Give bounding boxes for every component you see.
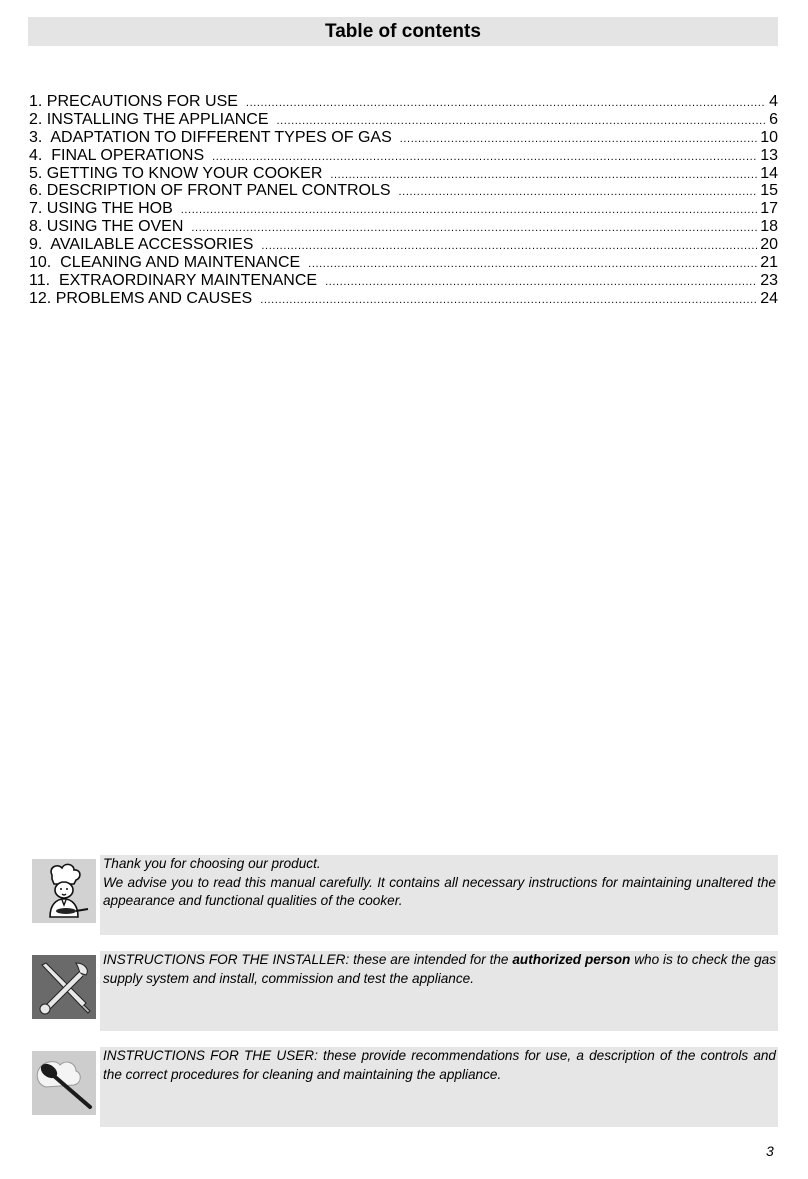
page-title: Table of contents <box>325 20 481 42</box>
toc-page-number: 20 <box>760 236 778 254</box>
dot-leader <box>399 184 758 200</box>
toc-entry-title: 8. USING THE OVEN <box>29 218 184 236</box>
toc-page-number: 24 <box>760 289 778 307</box>
toc-entry-title: 5. GETTING TO KNOW YOUR COOKER <box>29 164 323 182</box>
toc-entry-title: 11. EXTRAORDINARY MAINTENANCE <box>29 271 318 289</box>
user-text <box>100 1047 778 1127</box>
dot-leader <box>400 131 757 147</box>
installer-text <box>100 951 778 1031</box>
toc-entry[interactable] <box>29 147 778 165</box>
toc-entry[interactable] <box>29 200 778 218</box>
toc-entry-title: 6. DESCRIPTION OF FRONT PANEL CONTROLS <box>29 182 391 200</box>
toc-entry-title: 10. CLEANING AND MAINTENANCE <box>29 254 301 272</box>
toc-entry[interactable] <box>29 290 778 308</box>
tools-icon <box>32 955 96 1019</box>
toc-entry-title: 4. FINAL OPERATIONS <box>29 146 205 164</box>
spoon-icon <box>32 1051 96 1115</box>
chef-icon-graphic <box>32 859 96 923</box>
dot-leader <box>308 256 757 272</box>
chef-icon <box>32 859 96 923</box>
toc-page-number: 10 <box>760 128 778 146</box>
installer-text-end: who is to check the gas supply system and install, commission and test the appliance. <box>103 952 777 986</box>
toc-page-number: 6 <box>769 110 778 128</box>
toc-entry[interactable] <box>29 129 778 147</box>
thanks-line-1: Thank you for choosing our product. <box>103 856 321 871</box>
thanks-note <box>30 855 778 935</box>
toc-entry-title: 12. PROBLEMS AND CAUSES <box>29 289 253 307</box>
installer-paragraph <box>103 951 776 988</box>
dot-leader <box>261 238 757 254</box>
toc-entry[interactable] <box>29 93 778 111</box>
page-number: 3 <box>766 1143 774 1159</box>
toc-entry[interactable] <box>29 254 778 272</box>
thanks-text <box>100 855 778 935</box>
toc-entry[interactable] <box>29 218 778 236</box>
dot-leader <box>181 202 757 218</box>
toc-page-number: 23 <box>760 271 778 289</box>
toc-entry-title: 1. PRECAUTIONS FOR USE <box>29 93 238 110</box>
toc-page-number: 15 <box>760 182 778 200</box>
toc-entry-title: 7. USING THE HOB <box>29 200 173 218</box>
toc-page-number: 4 <box>769 93 778 110</box>
toc-entry[interactable] <box>29 236 778 254</box>
thanks-line-2: We advise you to read this manual carefully. It contains all necessary instructions for maintaining unaltered the appearance and functional qualities of the cooker. <box>103 874 776 908</box>
toc-entry[interactable] <box>29 182 778 200</box>
user-paragraph: INSTRUCTIONS FOR THE USER: these provide recommendations for use, a description of the controls and the correct procedures for cleaning and maintaining the appliance. <box>103 1048 776 1082</box>
table-of-contents <box>29 93 778 308</box>
toc-entry-title: 3. ADAPTATION TO DIFFERENT TYPES OF GAS <box>29 128 392 146</box>
toc-page-number: 14 <box>760 164 778 182</box>
toc-page-number: 21 <box>760 254 778 272</box>
dot-leader <box>277 113 767 129</box>
toc-entry[interactable] <box>29 111 778 129</box>
toc-entry[interactable] <box>29 165 778 183</box>
user-note <box>30 1047 778 1127</box>
dot-leader <box>330 167 757 183</box>
dot-leader <box>246 95 766 111</box>
installer-note <box>30 951 778 1031</box>
title-bar <box>28 17 778 46</box>
dot-leader <box>325 274 757 290</box>
installer-text-start: INSTRUCTIONS FOR THE INSTALLER: these are intended for the <box>103 952 513 967</box>
dot-leader <box>260 292 757 308</box>
toc-entry-title: 9. AVAILABLE ACCESSORIES <box>29 236 254 254</box>
spoon-icon-graphic <box>32 1051 96 1115</box>
tools-icon-graphic <box>32 955 96 1019</box>
toc-page-number: 13 <box>760 146 778 164</box>
toc-entry[interactable] <box>29 272 778 290</box>
toc-page-number: 17 <box>760 200 778 218</box>
installer-text-bold: authorized person <box>512 952 631 967</box>
toc-entry-title: 2. INSTALLING THE APPLIANCE <box>29 110 269 128</box>
dot-leader <box>212 149 757 165</box>
toc-page-number: 18 <box>760 218 778 236</box>
dot-leader <box>191 220 757 236</box>
